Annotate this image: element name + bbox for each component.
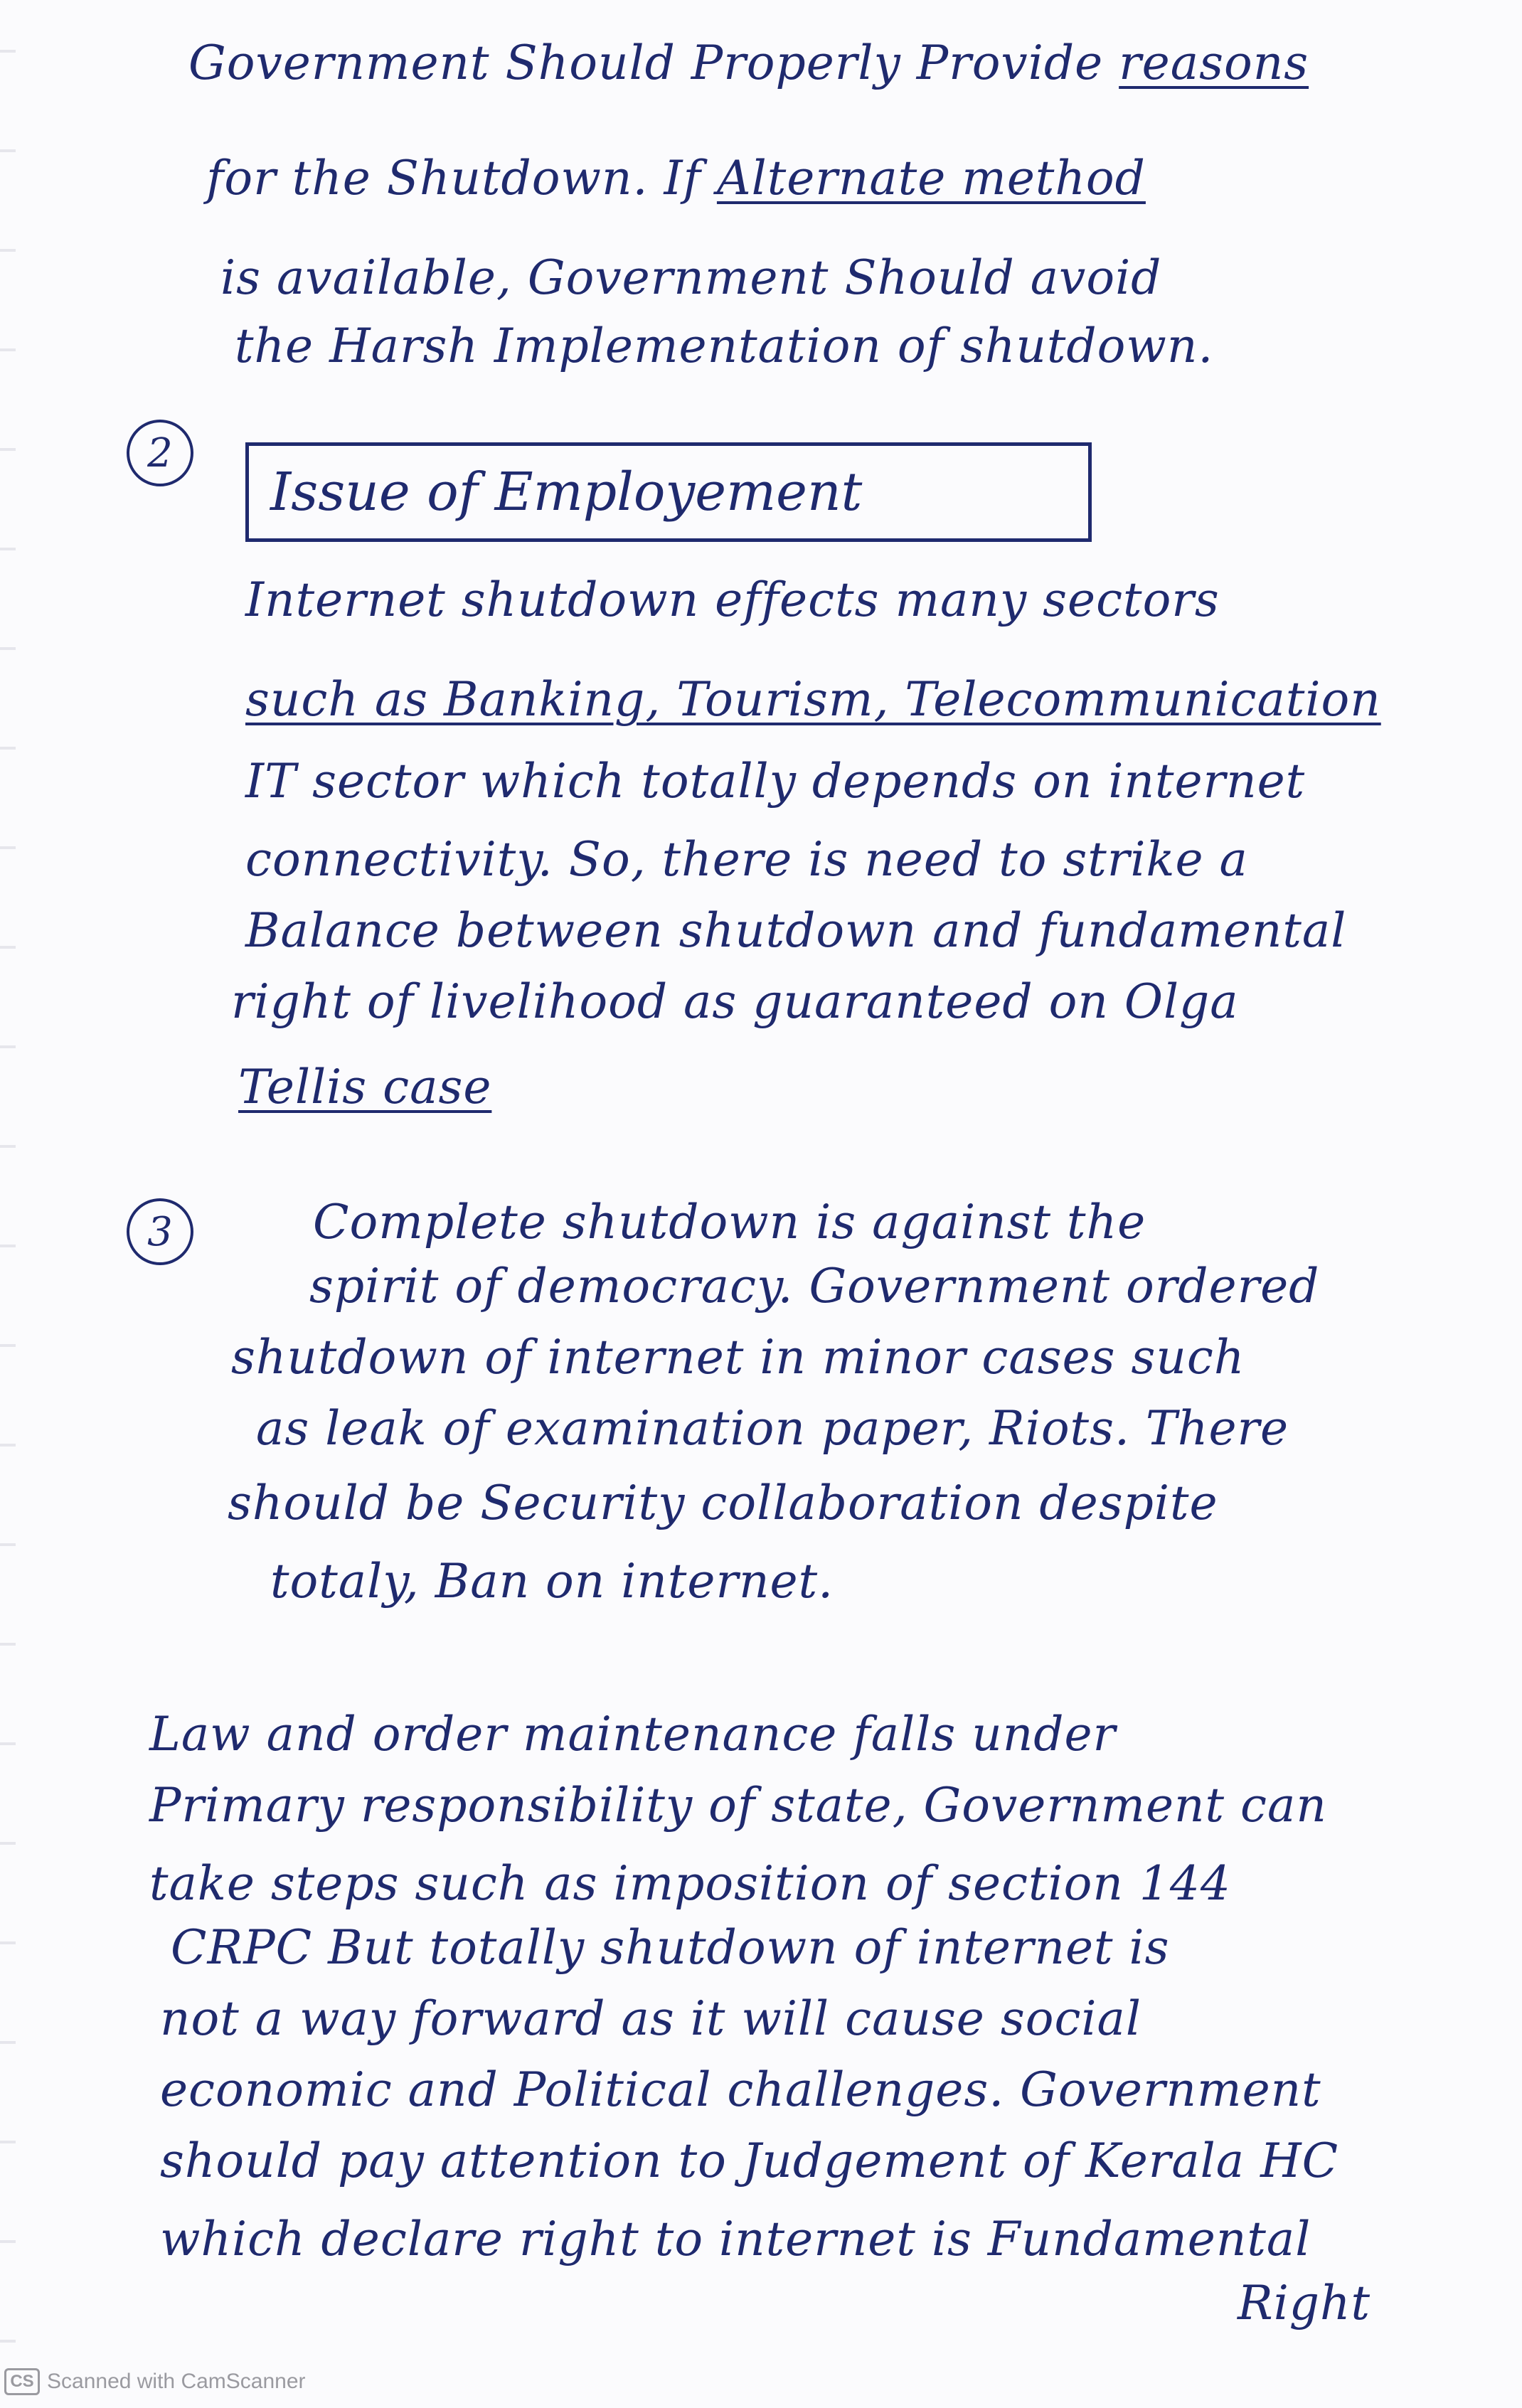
point-2-number: 2 (127, 420, 193, 486)
conclusion-line-8: which declare right to internet is Fundamental (160, 2212, 1311, 2266)
intro-line-2: for the Shutdown. If Alternate method (206, 151, 1146, 206)
conclusion-line-9: Right (1238, 2276, 1371, 2330)
point-2-line-4: connectivity. So, there is need to strike a (245, 832, 1248, 887)
conclusion-line-4: CRPC But totally shutdown of internet is (171, 1920, 1170, 1975)
point-2-line-2: such as Banking, Tourism, Telecommunication (245, 672, 1381, 727)
conclusion-line-2: Primary responsibility of state, Government can (149, 1778, 1327, 1833)
point-2-line-1: Internet shutdown effects many sectors (245, 572, 1220, 627)
point-3-line-1: Complete shutdown is against the (313, 1195, 1146, 1250)
conclusion-line-6: economic and Political challenges. Government (160, 2062, 1321, 2117)
point-2-line-6: right of livelihood as guaranteed on Olga (231, 974, 1239, 1029)
point-2-heading: Issue of Employement (270, 462, 863, 523)
point-2-line-3: IT sector which totally depends on internet (245, 754, 1306, 809)
scanner-watermark (4, 2368, 306, 2395)
point-3-line-2: spirit of democracy. Government ordered (309, 1259, 1320, 1314)
point-3-line-4: as leak of examination paper, Riots. There (256, 1401, 1289, 1456)
conclusion-line-7: should pay attention to Judgement of Kerala HC (160, 2133, 1339, 2188)
point-2-line-5: Balance between shutdown and fundamental (245, 903, 1347, 958)
intro-line-4: the Harsh Implementation of shutdown. (235, 319, 1214, 373)
camscanner-logo: CS (4, 2368, 40, 2395)
intro-line-1: Government Should Properly Provide reasons (188, 36, 1309, 90)
point-3-line-6: totaly, Ban on internet. (270, 1554, 834, 1609)
conclusion-line-1: Law and order maintenance falls under (149, 1707, 1117, 1762)
point-3-line-5: should be Security collaboration despite (228, 1476, 1218, 1530)
point-2-line-7: Tellis case (238, 1060, 492, 1114)
intro-line-3: is available, Government Should avoid (220, 250, 1162, 305)
notebook-binding-edge (0, 0, 16, 2408)
conclusion-line-3: take steps such as imposition of section 144 (149, 1856, 1231, 1911)
watermark-text: Scanned with CamScanner (47, 2370, 306, 2393)
conclusion-line-5: not a way forward as it will cause social (160, 1991, 1142, 2046)
point-2-heading-box (245, 442, 1092, 542)
point-3-line-3: shutdown of internet in minor cases such (231, 1330, 1245, 1385)
point-3-number: 3 (127, 1198, 193, 1265)
